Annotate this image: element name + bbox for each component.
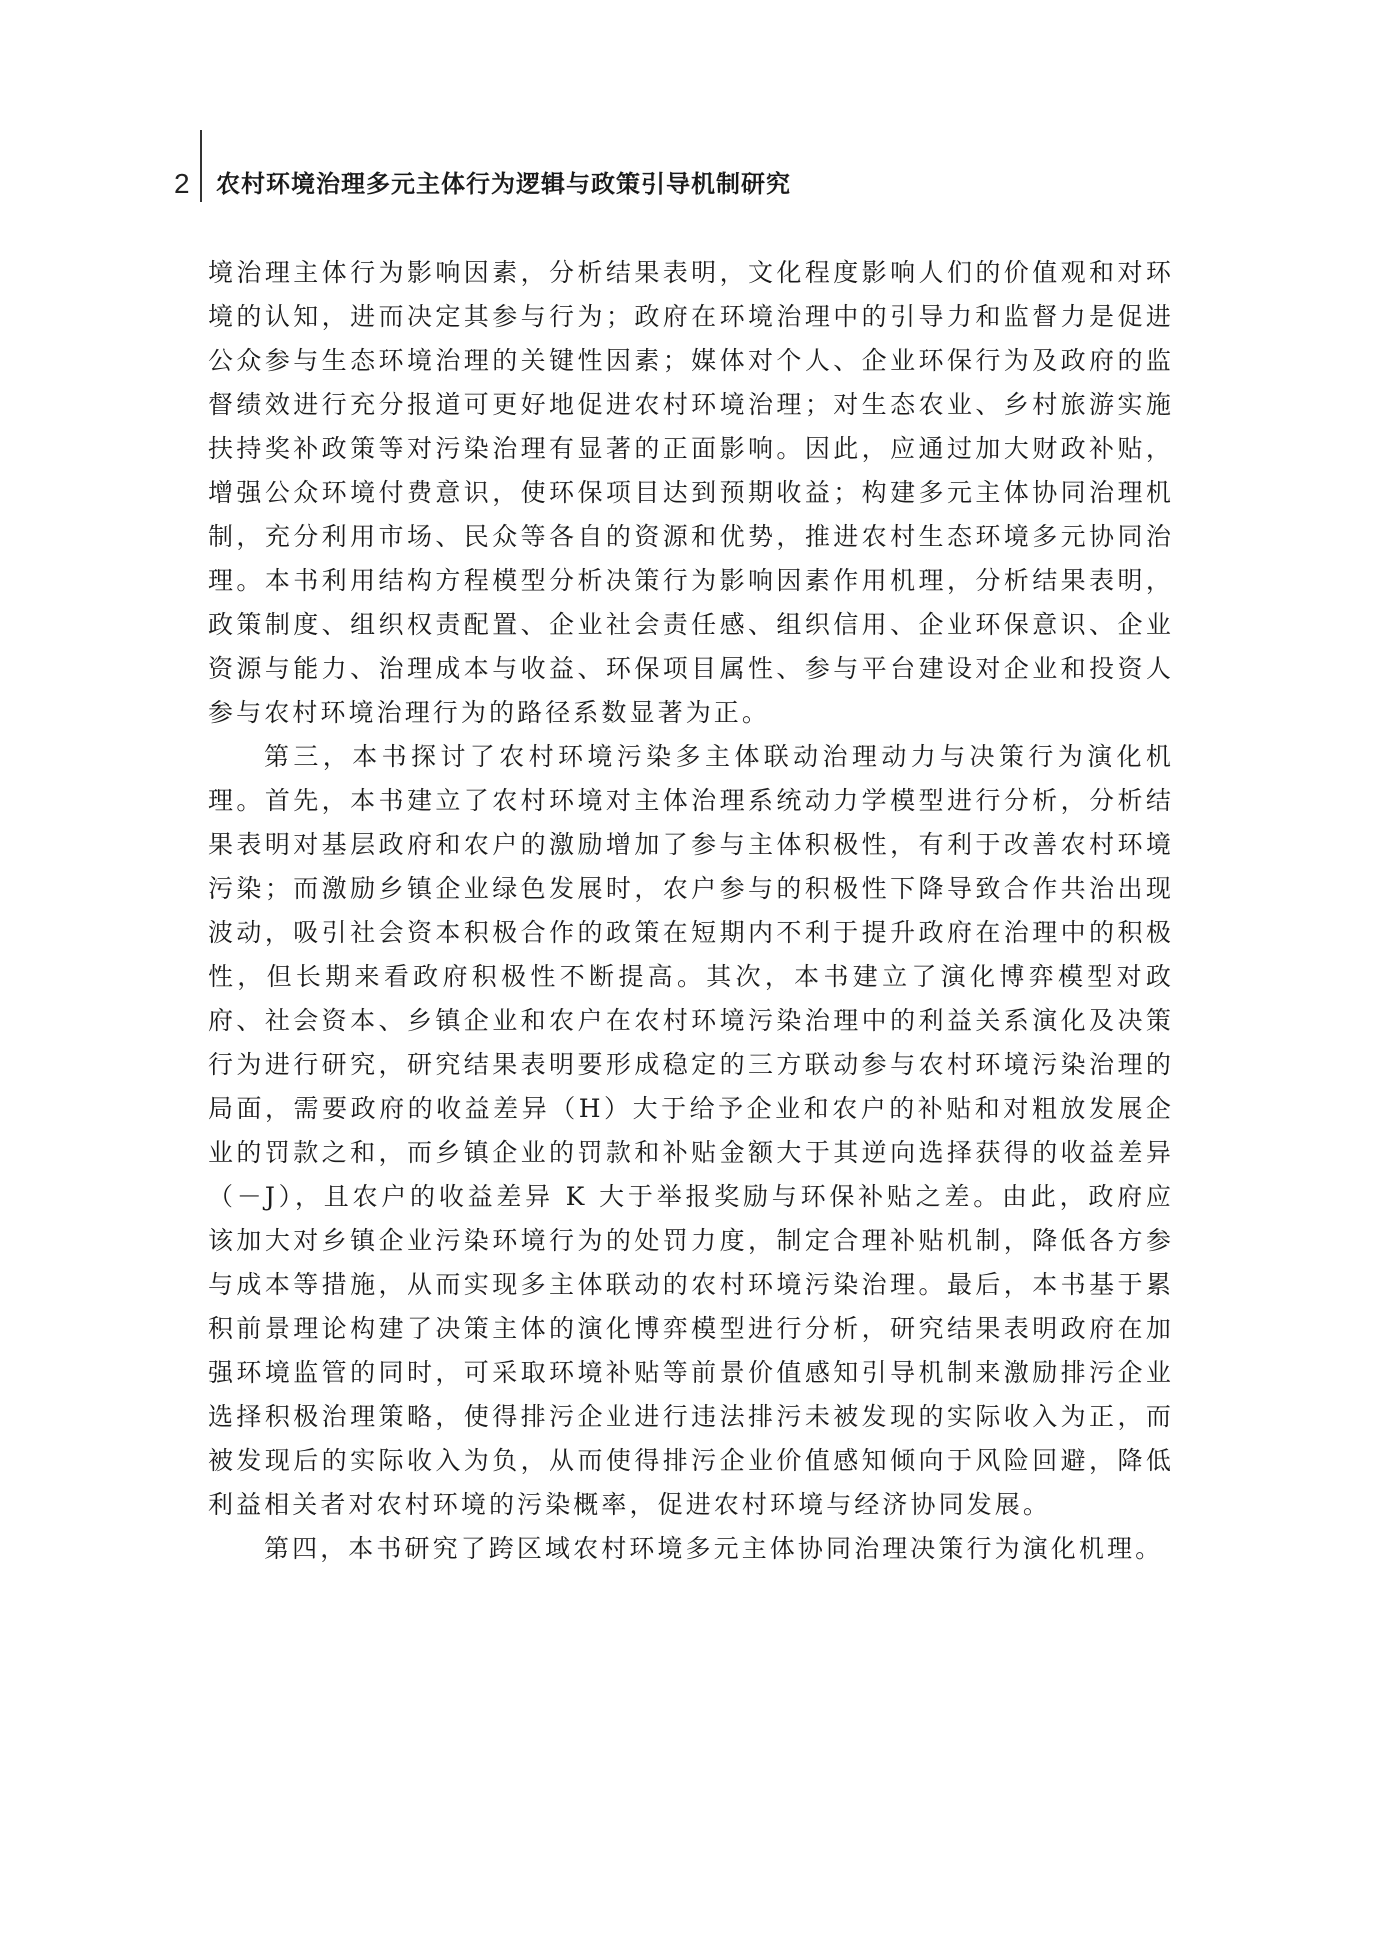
header-divider [200, 130, 202, 202]
paragraph-third-point: 第三，本书探讨了农村环境污染多主体联动治理动力与决策行为演化机理。首先，本书建立了农村环境对主体治理系统动力学模型进行分析，分析结果表明对基层政府和农户的激励增加了参与主体积极性，有利于改善农村环境污染；而激励乡镇企业绿色发展时，农户参与的积极性下降导致合作共治出现波动，吸引社会资本积极合作的政策在短期内不利于提升政府在治理中的积极性，但长期来看政府积极性不断提高。其次，本书建立了演化博弈模型对政府、社会资本、乡镇企业和农户在农村环境污染治理中的利益关系演化及决策行为进行研究，研究结果表明要形成稳定的三方联动参与农村环境污染治理的局面，需要政府的收益差异（H）大于给予企业和农户的补贴和对粗放发展企业的罚款之和，而乡镇企业的罚款和补贴金额大于其逆向选择获得的收益差异（－J），且农户的收益差异 K 大于举报奖励与环保补贴之差。由此，政府应该加大对乡镇企业污染环境行为的处罚力度，制定合理补贴机制，降低各方参与成本等措施，从而实现多主体联动的农村环境污染治理。最后，本书基于累积前景理论构建了决策主体的演化博弈模型进行分析，研究结果表明政府在加强环境监管的同时，可采取环境补贴等前景价值感知引导机制来激励排污企业选择积极治理策略，使得排污企业进行违法排污未被发现的实际收入为正，而被发现后的实际收入为负，从而使得排污企业价值感知倾向于风险回避，降低利益相关者对农村环境的污染概率，促进农村环境与经济协同发展。 [208, 742, 1174, 1519]
paragraph-continued: 境治理主体行为影响因素，分析结果表明，文化程度影响人们的价值观和对环境的认知，进而决定其参与行为；政府在环境治理中的引导力和监督力是促进公众参与生态环境治理的关键性因素；媒体对个人、企业环保行为及政府的监督绩效进行充分报道可更好地促进农村环境治理；对生态农业、乡村旅游实施扶持奖补政策等对污染治理有显著的正面影响。因此，应通过加大财政补贴，增强公众环境付费意识，使环保项目达到预期收益；构建多元主体协同治理机制，充分利用市场、民众等各自的资源和优势，推进农村生态环境多元协同治理。本书利用结构方程模型分析决策行为影响因素作用机理，分析结果表明，政策制度、组织权责配置、企业社会责任感、组织信用、企业环保意识、企业资源与能力、治理成本与收益、环保项目属性、参与平台建设对企业和投资人参与农村环境治理行为的路径系数显著为正。 [208, 258, 1174, 727]
body-text [208, 251, 1174, 1571]
running-head [0, 0, 1385, 240]
paragraph-fourth-point: 第四，本书研究了跨区域农村环境多元主体协同治理决策行为演化机理。 [264, 1534, 1164, 1563]
page-number: 2 [174, 168, 190, 199]
book-title: 农村环境治理多元主体行为逻辑与政策引导机制研究 [216, 170, 791, 198]
